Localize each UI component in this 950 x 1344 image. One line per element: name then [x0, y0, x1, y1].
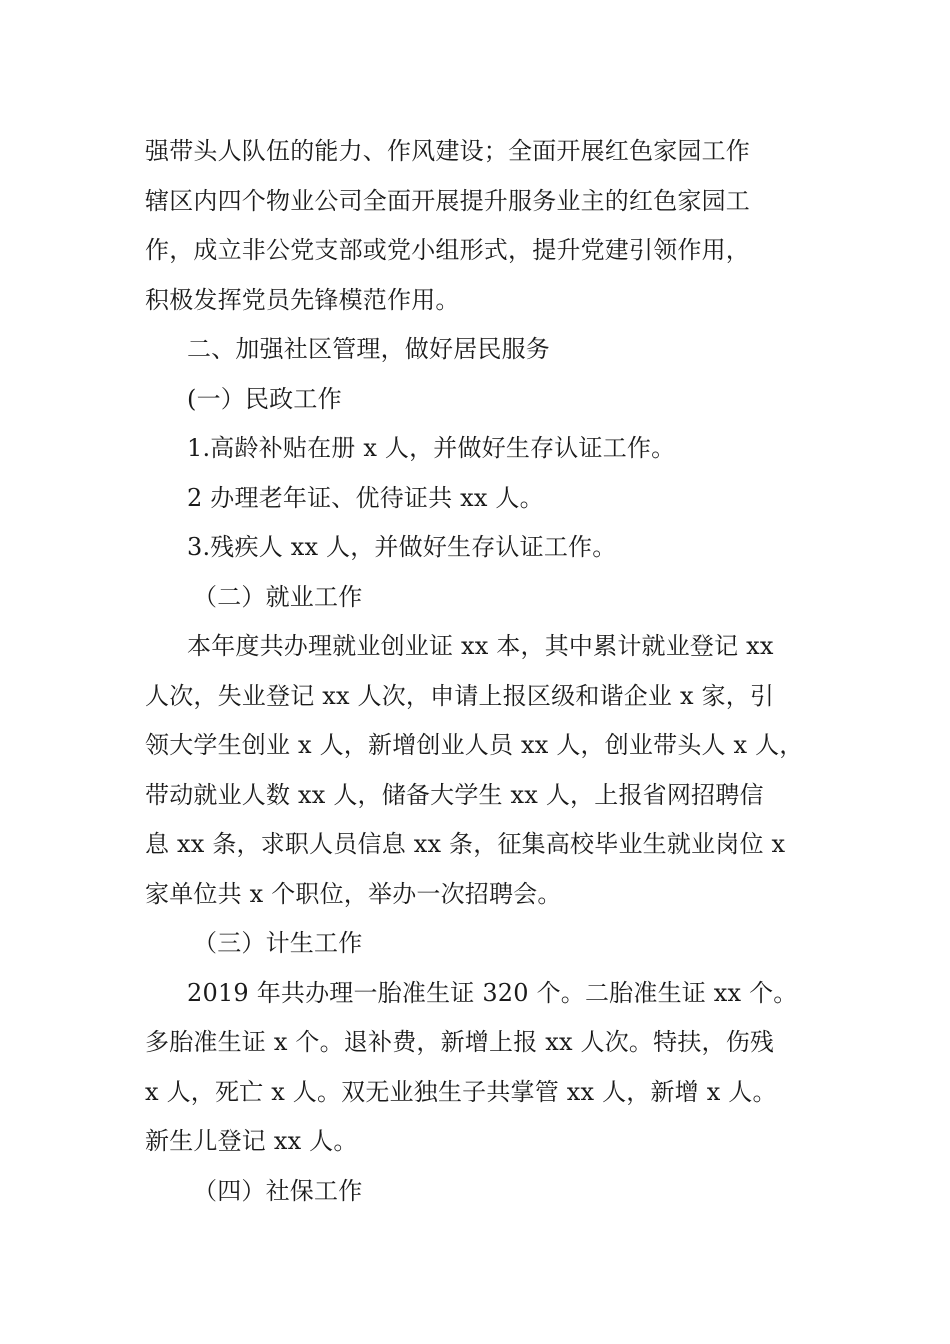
list-item: 3.残疾人 xx 人，并做好生存认证工作。 [187, 533, 617, 561]
paragraph-line: 家单位共 x 个职位，举办一次招聘会。 [145, 879, 562, 908]
paragraph-line: 积极发挥党员先锋模范作用。 [145, 285, 460, 314]
paragraph-line: 息 xx 条，求职人员信息 xx 条，征集高校毕业生就业岗位 x [145, 830, 786, 858]
paragraph-line: 辖区内四个物业公司全面开展提升服务业主的红色家园工 [145, 186, 750, 215]
paragraph-line: 本年度共办理就业创业证 xx 本，其中累计就业登记 xx [187, 632, 774, 660]
paragraph-line: 强带头人队伍的能力、作风建设；全面开展红色家园工作 [145, 137, 750, 165]
paragraph-line: 带动就业人数 xx 人，储备大学生 xx 人，上报省网招聘信 [145, 780, 764, 809]
subsection-heading: （二）就业工作 [193, 582, 363, 611]
paragraph-line: 人次，失业登记 xx 人次，申请上报区级和谐企业 x 家，引 [145, 681, 775, 710]
paragraph-line: 新生儿登记 xx 人。 [145, 1127, 358, 1155]
subsection-heading: (一）民政工作 [187, 384, 342, 413]
subsection-heading: （四）社保工作 [193, 1176, 363, 1205]
section-heading: 二、加强社区管理，做好居民服务 [187, 335, 550, 363]
document-body [145, 127, 835, 1216]
paragraph-line: 多胎准生证 x 个。退补费，新增上报 xx 人次。特扶，伤残 [145, 1028, 775, 1056]
paragraph-line: 作，成立非公党支部或党小组形式，提升党建引领作用， [145, 236, 750, 264]
list-item: 2 办理老年证、优待证共 xx 人。 [187, 483, 544, 512]
paragraph-line: 2019 年共办理一胎准生证 320 个。二胎准生证 xx 个。 [187, 978, 798, 1007]
subsection-heading: （三）计生工作 [193, 929, 363, 957]
list-item: 1.高龄补贴在册 x 人，并做好生存认证工作。 [187, 434, 676, 462]
paragraph-line: 领大学生创业 x 人，新增创业人员 xx 人，创业带头人 x 人， [145, 731, 804, 759]
paragraph-line: x 人，死亡 x 人。双无业独生子共掌管 xx 人，新增 x 人。 [145, 1077, 777, 1106]
